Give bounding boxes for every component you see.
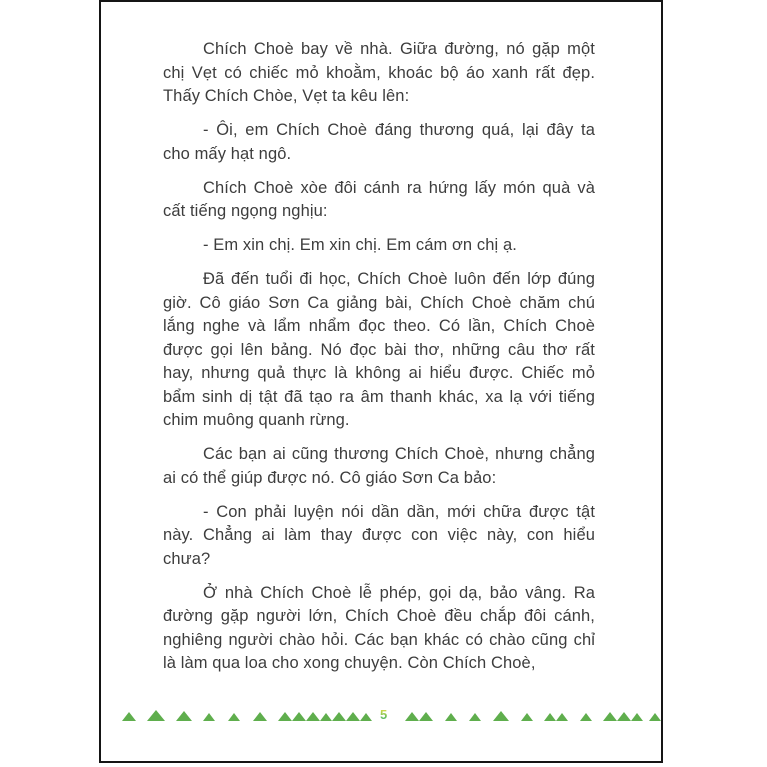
triangle-icon [228,713,240,721]
triangle-icon [556,713,568,721]
triangle-icon [346,712,360,721]
story-paragraph: Các bạn ai cũng thương Chích Choè, nhưng chẳng ai có thể giúp được nó. Cô giáo Sơn Ca bảo: [163,445,595,487]
page-border [99,0,663,763]
story-paragraph: Chích Choè xòe đôi cánh ra hứng lấy món quà và cất tiếng ngọng nghịu: [163,178,595,220]
triangle-icon [147,710,165,721]
story-paragraph: Chích Choè bay về nhà. Giữa đường, nó gặp một chị Vẹt có chiếc mỏ khoằm, khoác bộ áo xanh rất đẹp. Thấy Chích Chòe, Vẹt ta kêu lên: [163,40,595,105]
story-paragraph: Đã đến tuổi đi học, Chích Choè luôn đến lớp đúng giờ. Cô giáo Sơn Ca giảng bài, Chích Choè chăm chú lắng nghe và lẩm nhẩm đọc theo. Có lần, Chích Choè được gọi lên bảng. Nó đọc bài thơ, những câu thơ rất hay, nhưng quả thực là không ai hiểu được. Chiếc mỏ bẩm sinh dị tật đã tạo ra âm thanh khác, xa lạ với tiếng chim muông quanh rừng. [163,270,595,429]
triangle-icon [203,713,215,721]
triangle-divider-left [111,710,372,721]
triangle-icon [445,713,457,721]
triangle-icon [405,712,419,721]
story-paragraph: - Con phải luyện nói dần dần, mới chữa được tật này. Chẳng ai làm thay được con việc này, con hiểu chưa? [163,502,595,568]
triangle-icon [122,712,136,721]
triangle-icon [306,712,320,721]
triangle-icon [292,712,306,721]
triangle-icon [603,712,617,721]
triangle-icon [617,712,631,721]
page-footer [101,707,661,721]
triangle-icon [521,713,533,721]
triangle-icon [253,712,267,721]
triangle-icon [332,712,346,721]
story-paragraph: Ở nhà Chích Choè lễ phép, gọi dạ, bảo vâng. Ra đường gặp người lớn, Chích Choè đều chắp đôi cánh, nghiêng người chào hỏi. Các bạn khác có chào cũng chỉ là làm qua loa cho xong chuyện. Còn Chích Choè, [163,583,595,672]
triangle-icon [320,713,332,721]
triangle-icon [580,713,592,721]
triangle-icon [419,712,433,721]
story-paragraph: - Em xin chị. Em xin chị. Em cám ơn chị ạ. [203,236,517,254]
triangle-divider-right [405,711,661,721]
triangle-icon [631,713,643,721]
triangle-icon [493,711,509,721]
triangle-icon [278,712,292,721]
triangle-icon [360,713,372,721]
story-text [163,38,595,686]
triangle-icon [469,713,481,721]
triangle-icon [649,713,661,721]
triangle-icon [544,713,556,721]
story-paragraph: - Ôi, em Chích Choè đáng thương quá, lại đây ta cho mấy hạt ngô. [163,121,595,163]
page-number: 5 [380,707,388,721]
triangle-icon [176,711,192,721]
